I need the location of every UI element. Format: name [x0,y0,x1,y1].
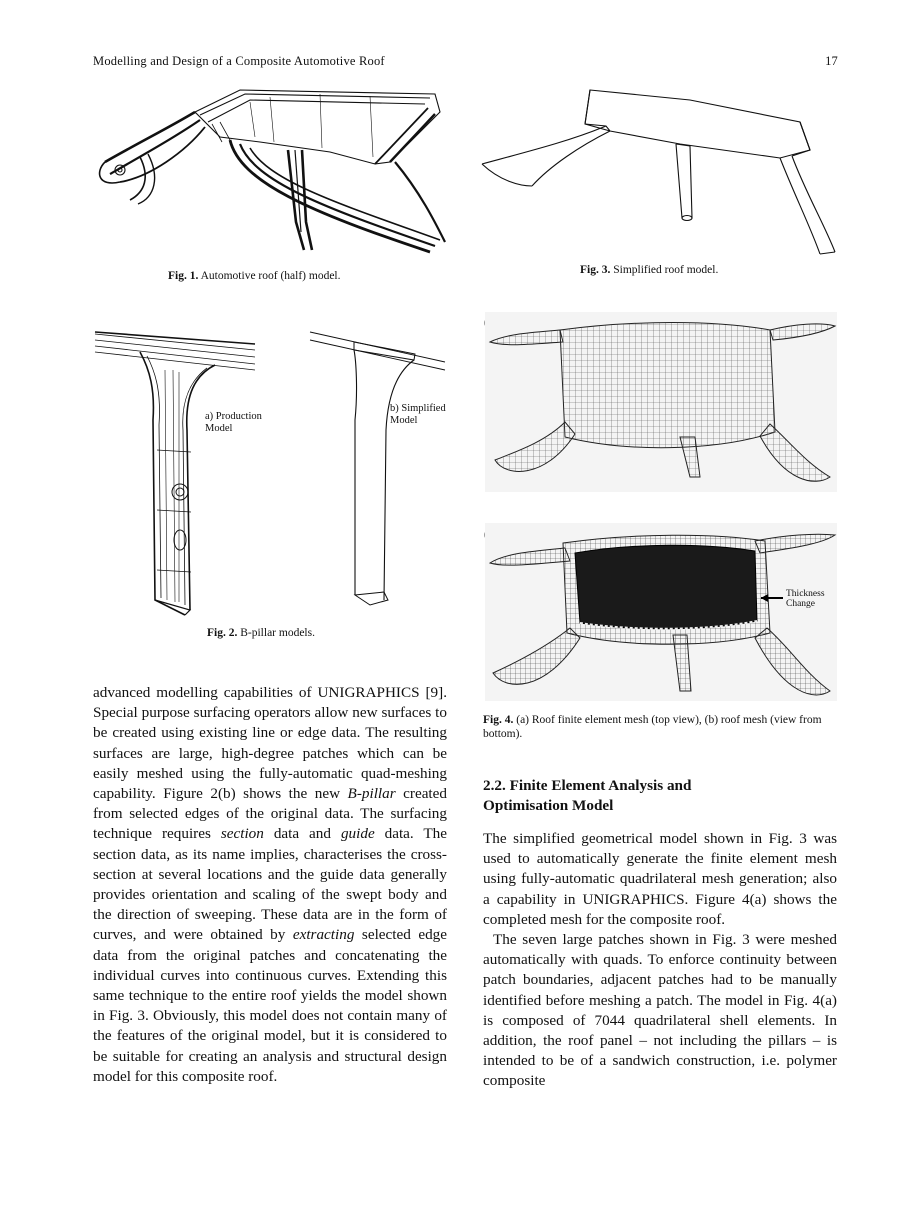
fig2-production-model-drawing [95,330,255,615]
fig2-label-b-line1: b) Simplified [390,403,446,414]
section-heading [483,776,691,816]
fig3-caption-text: Simplified roof model. [613,264,719,276]
fig2-simplified-model-drawing [310,330,450,615]
fig4-annotation-line1: Thickness [786,589,825,599]
fig2-caption [207,627,315,639]
fig3-caption [580,264,718,276]
fig4b-roof-mesh-bottom-view [485,523,837,701]
section-heading-line2: Optimisation Model [483,797,614,814]
emphasis-guide: guide [340,825,375,843]
fig2-label-a-line2: Model [205,423,233,434]
emphasis-b-pillar: B-pillar [347,785,396,803]
fig2-label-a [205,411,262,435]
fig4-thickness-annotation [786,589,825,609]
fig4-caption-text: (a) Roof finite element mesh (top view), (b) roof mesh (view from bottom). [483,714,822,740]
right-paragraph-1: The simplified geometrical model shown in Fig. 3 was used to automatically generate the finite element mesh using fully-automatic quadrilateral mesh generation; also a capability in UNIGRAPHICS. Figure 4(a) shows the completed mesh for the composite roof. [483,830,837,928]
text-run: created from selected edges of the original data. The surfacing technique requires [93,785,447,843]
fig2-label-a-line1: a) Production [205,411,262,422]
fig1-caption [168,270,341,282]
fig3-label: Fig. 3. [580,264,611,276]
emphasis-extracting: extracting [292,926,355,944]
left-column [93,683,447,1087]
emphasis-section: section [220,825,264,843]
right-paragraph-2: The seven large patches shown in Fig. 3 were meshed automatically with quads. To enforce continuity between patch boundaries, adjacent patches had to be manually identified before meshing a patch. The model in Fig. 4(a) is composed of 7044 quadrilateral shell elements. In addition, the roof panel – not including the pillars – is intended to be of a sandwich construction, i.e. polymer composite [483,931,837,1090]
text-run: advanced modelling capabilities of UNIGRAPHICS [9]. Special purpose surfacing operators allow new surfaces to be created using existing line or edge data. The resulting surfaces are large, high-degree patches which can be easily meshed using the fully-automatic quad-meshing capability. Figure 2(b) shows the new [93,684,447,803]
fig4-annotation-line2: Change [786,599,816,609]
fig4a-roof-mesh-top-view [485,312,837,492]
right-column [483,829,837,1092]
text-run: selected edge data from the original patches and concatenating the individual curves into continuous curves. Extending this same technique to the entire roof yields the model shown in Fig. 3. Obviously, this model does not contain many of the features of the original model, but it is considered to be suitable for creating an analysis and structural design model for this composite roof. [93,926,447,1085]
section-heading-line1: 2.2. Finite Element Analysis and [483,777,692,794]
fig4-caption [483,713,837,741]
running-title: Modelling and Design of a Composite Automotive Roof [93,54,385,68]
fig2-label-b-line2: Model [390,415,418,426]
left-paragraph-1 [93,683,447,1087]
fig1-caption-text: Automotive roof (half) model. [200,270,341,282]
fig2-caption-text: B-pillar models. [240,627,315,639]
text-run: data. The section data, as its name implies, characterises the cross-section at several locations and the guide data generally provides orientation and scaling of the swept body and the direction of sweeping. These data are in the form of curves, and were obtained by [93,825,448,944]
fig1-label: Fig. 1. [168,270,199,282]
running-head [93,54,838,69]
text-run: data and [263,825,341,843]
fig1-roof-half-model [90,82,450,262]
fig2-label-b [390,403,446,427]
page-number: 17 [825,54,838,68]
fig4-label: Fig. 4. [483,714,514,726]
fig3-simplified-roof-model [480,86,840,258]
fig2-label: Fig. 2. [207,627,238,639]
